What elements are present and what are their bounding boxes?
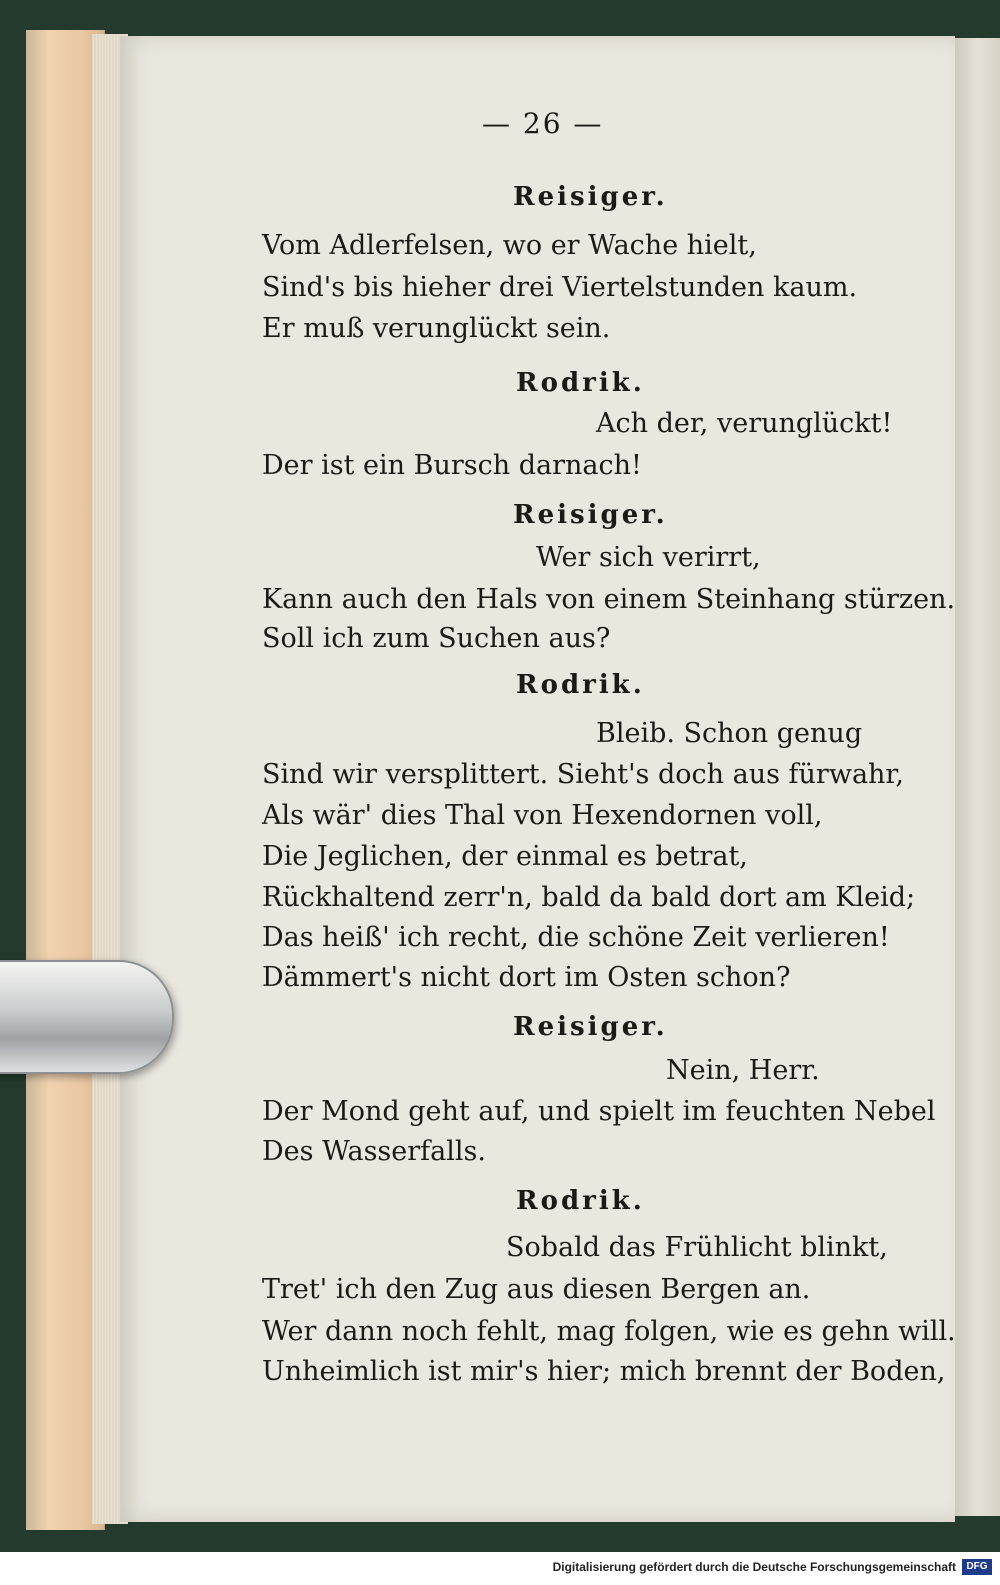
verse-line: Vom Adlerfelsen, wo er Wache hielt, (262, 230, 757, 261)
verse-line: Des Wasserfalls. (262, 1136, 486, 1167)
speaker-label: Reisiger. (513, 182, 668, 212)
verse-line: Wer dann noch fehlt, mag folgen, wie es gehn will. (262, 1316, 956, 1347)
verse-line: Sind wir versplittert. Sieht's doch aus fürwahr, (262, 759, 904, 790)
verse-line: Kann auch den Hals von einem Steinhang stürzen. (262, 584, 956, 615)
verse-line: Wer sich verirrt, (536, 542, 761, 573)
facing-page-edge (955, 38, 1000, 1516)
speaker-label: Rodrik. (516, 368, 645, 398)
verse-line: Unheimlich ist mir's hier; mich brennt der Boden, (262, 1356, 946, 1387)
verse-line: Nein, Herr. (666, 1055, 820, 1086)
verse-line: Das heiß' ich recht, die schöne Zeit verlieren! (262, 922, 890, 953)
verse-line: Ach der, verunglückt! (596, 408, 893, 439)
speaker-label: Rodrik. (516, 1186, 645, 1216)
speaker-label: Reisiger. (513, 500, 668, 530)
verse-line: Der Mond geht auf, und spielt im feuchten Nebel (262, 1096, 936, 1127)
verse-line: Der ist ein Bursch darnach! (262, 450, 642, 481)
verse-line: Er muß verunglückt sein. (262, 313, 611, 344)
verse-line: Die Jeglichen, der einmal es betrat, (262, 841, 748, 872)
verse-line: Sobald das Frühlicht blinkt, (506, 1232, 888, 1263)
book-page (120, 36, 955, 1522)
dfg-logo-icon: DFG (962, 1559, 992, 1575)
speaker-label: Reisiger. (513, 1012, 668, 1042)
verse-line: Tret' ich den Zug aus diesen Bergen an. (262, 1274, 811, 1305)
footer-credit: Digitalisierung gefördert durch die Deutsche Forschungsgemeinschaft (552, 1560, 956, 1574)
verse-line: Dämmert's nicht dort im Osten schon? (262, 962, 791, 993)
verse-line: Rückhaltend zerr'n, bald da bald dort am Kleid; (262, 882, 916, 913)
verse-line: Soll ich zum Suchen aus? (262, 623, 611, 654)
page-clip (0, 960, 174, 1074)
page-number: — 26 — (482, 107, 604, 140)
verse-line: Bleib. Schon genug (596, 718, 863, 749)
verse-line: Als wär' dies Thal von Hexendornen voll, (262, 800, 823, 831)
speaker-label: Rodrik. (516, 670, 645, 700)
verse-line: Sind's bis hieher drei Viertelstunden kaum. (262, 272, 858, 303)
footer-bar (0, 1552, 1000, 1585)
